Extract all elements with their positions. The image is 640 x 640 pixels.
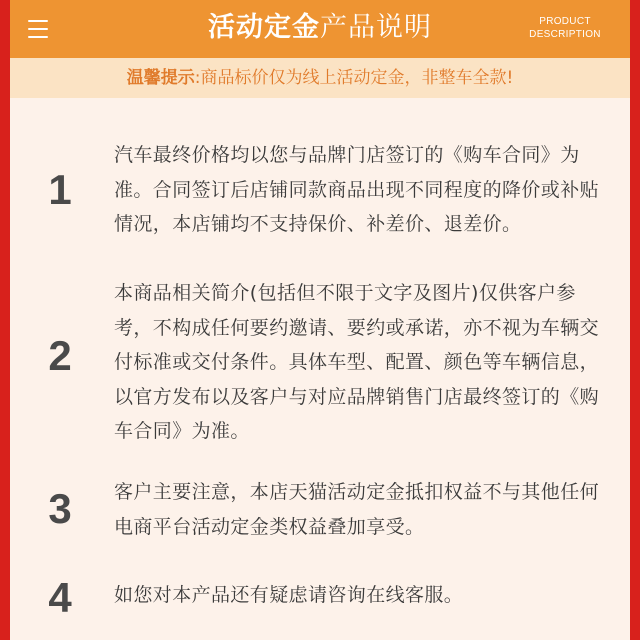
notice-label: 温馨提示 xyxy=(126,68,195,88)
item-text: 客户主要注意，本店天猫活动定金抵扣权益不与其他任何电商平台活动定金类权益叠加享受。 xyxy=(114,481,600,538)
header-bar xyxy=(10,0,630,58)
item-number: 1 xyxy=(48,166,72,213)
product-description-label xyxy=(520,15,610,41)
item-number: 4 xyxy=(48,574,72,621)
content-panel xyxy=(10,0,630,640)
desc-line-2: DESCRIPTION xyxy=(529,29,601,40)
notice-text: :商品标价仅为线上活动定金，非整车全款! xyxy=(194,68,514,88)
item-number: 2 xyxy=(48,332,72,379)
title-bold: 活动定金 xyxy=(208,12,320,43)
item-number: 3 xyxy=(48,485,72,532)
title-light: 产品说明 xyxy=(320,12,432,43)
item-text: 本商品相关简介(包括但不限于文字及图片)仅供客户参考，不构成任何要约邀请、要约或承诺，亦不视为车辆交付标准或交付条件。具体车型、配置、颜色等车辆信息，以官方发布以及客户与对应品牌销售门店最终签订的《购车合同》为准。 xyxy=(114,282,600,442)
item-text: 如您对本产品还有疑虑请咨询在线客服。 xyxy=(114,584,464,606)
notice-bar xyxy=(10,58,630,98)
desc-line-1: PRODUCT xyxy=(539,16,591,27)
item-text: 汽车最终价格均以您与品牌门店签订的《购车合同》为准。合同签订后店铺同款商品出现不同程度的降价或补贴情况，本店铺均不支持保价、补差价、退差价。 xyxy=(114,144,600,235)
